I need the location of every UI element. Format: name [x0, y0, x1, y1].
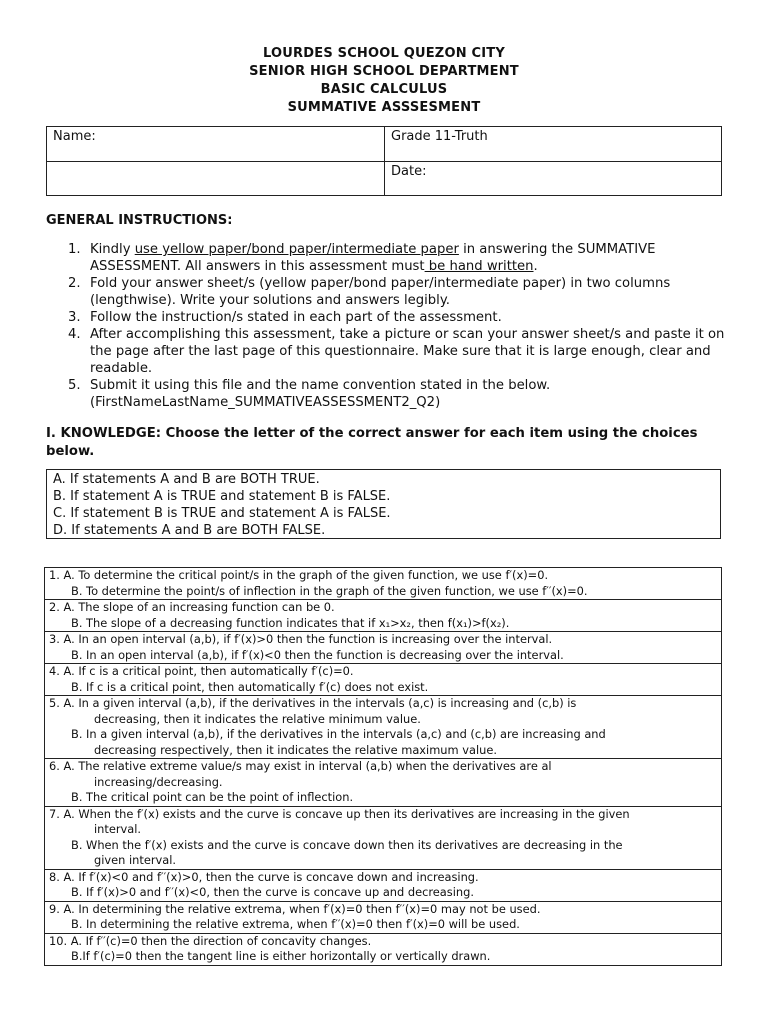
name-cell[interactable] [47, 127, 385, 162]
statement-b: B.If f′(c)=0 then the tangent line is either horizontally or vertically drawn. [71, 949, 491, 963]
instruction-item [46, 241, 726, 275]
instruction-text: Kindly [90, 242, 135, 257]
statement-b: B. The slope of a decreasing function indicates that if x₁>x₂, then f(x₁)>f(x₂). [71, 615, 510, 630]
instruction-item [46, 377, 726, 411]
statement-a: 3. A. In an open interval (a,b), if f′(x)>0 then the function is increasing over the interval. [49, 632, 553, 646]
choice-b: B. If statement A is TRUE and statement B is FALSE. [53, 489, 391, 504]
answer-choices-box [46, 469, 721, 539]
school-name: LOURDES SCHOOL QUEZON CITY [263, 46, 505, 61]
document-header [0, 45, 768, 117]
question-item-cell [45, 806, 722, 869]
question-item-cell [45, 568, 722, 600]
statement-a: 6. A. The relative extreme value/s may exist in interval (a,b) when the derivatives are al [49, 759, 552, 773]
question-item-row [45, 664, 722, 696]
statement-a: 9. A. In determining the relative extrema, when f′(x)=0 then f′′(x)=0 may not be used. [49, 901, 541, 916]
date-cell[interactable] [385, 161, 722, 196]
statement-b: B. If f′(x)>0 and f′′(x)<0, then the curve is concave up and decreasing. [71, 885, 474, 899]
question-item-row [45, 869, 722, 901]
question-item-cell [45, 759, 722, 807]
question-item-cell [45, 600, 722, 632]
department-name: SENIOR HIGH SCHOOL DEPARTMENT [249, 64, 519, 79]
question-item-cell [45, 664, 722, 696]
date-label: Date: [391, 163, 427, 179]
question-item-row [45, 806, 722, 869]
grade-section: Grade 11-Truth [391, 129, 488, 144]
statement-a: 4. A. If c is a critical point, then automatically f′(c)=0. [49, 664, 354, 678]
name-label: Name: [53, 129, 96, 144]
question-item-row [45, 568, 722, 600]
choice-d: D. If statements A and B are BOTH FALSE. [53, 523, 326, 538]
question-item-row [45, 600, 722, 632]
instruction-text: Follow the instruction/s stated in each part of the assessment. [90, 310, 502, 325]
statement-a: 8. A. If f′(x)<0 and f′′(x)>0, then the curve is concave down and increasing. [49, 869, 479, 884]
statement-a: 2. A. The slope of an increasing function can be 0. [49, 600, 335, 614]
choice-c: C. If statement B is TRUE and statement A is FALSE. [53, 506, 391, 521]
question-item-cell [45, 869, 722, 901]
instruction-text: in answering the SUMMATIVE ASSESSMENT. All answers in this assessment must [90, 242, 656, 274]
statement-a: 7. A. When the f′(x) exists and the curve is concave up then its derivatives are increasing in the given [49, 806, 630, 821]
question-item-cell [45, 901, 722, 933]
question-item-row [45, 632, 722, 664]
instructions-list [46, 241, 726, 411]
knowledge-section-title: I. KNOWLEDGE: Choose the letter of the correct answer for each item using the choices below. [46, 426, 698, 459]
choice-a: A. If statements A and B are BOTH TRUE. [53, 472, 320, 487]
question-item-cell [45, 632, 722, 664]
instruction-text: Submit it using this file and the name convention stated in the below. (FirstNameLastName_SUMMATIVEASSESSMENT2_Q2) [90, 378, 551, 410]
statement-b-continued: given interval. [94, 853, 177, 867]
instruction-text: . [533, 259, 538, 274]
question-item-row [45, 933, 722, 965]
question-item-row [45, 901, 722, 933]
statement-b: B. In determining the relative extrema, when f′′(x)=0 then f′(x)=0 will be used. [71, 917, 520, 931]
instruction-number: 5. [68, 378, 81, 393]
statement-a: 5. A. In a given interval (a,b), if the derivatives in the intervals (a,c) is increasing and (c,b) is [49, 696, 577, 710]
blank-cell[interactable] [47, 161, 385, 196]
statement-b: B. If c is a critical point, then automatically f′(c) does not exist. [71, 679, 429, 694]
grade-cell [385, 127, 722, 162]
instruction-item [46, 309, 726, 326]
statement-a-continued: decreasing, then it indicates the relative minimum value. [94, 711, 421, 726]
instruction-text: After accomplishing this assessment, take a picture or scan your answer sheet/s and paste it on the page after the last page of this questionnaire. Make sure that it is large enough, clear and readable. [90, 327, 725, 376]
instruction-item [46, 326, 726, 377]
question-item-cell [45, 933, 722, 965]
student-info-table [46, 126, 722, 196]
statement-a: 10. A. If f′′(c)=0 then the direction of concavity changes. [49, 933, 372, 948]
statement-b-continued: decreasing respectively, then it indicates the relative maximum value. [94, 742, 497, 757]
question-item-row [45, 696, 722, 759]
question-items-table [44, 567, 722, 966]
instruction-item [46, 275, 726, 309]
question-item-row [45, 759, 722, 807]
statement-b: B. To determine the point/s of inflection in the graph of the given function, we use f′′(x)=0. [71, 583, 588, 598]
statement-a-continued: increasing/decreasing. [94, 774, 223, 789]
instruction-text: Fold your answer sheet/s (yellow paper/bond paper/intermediate paper) in two columns (lengthwise). Write your solutions and answers legibly. [90, 276, 671, 308]
instruction-number: 1. [68, 242, 81, 257]
statement-b: B. In an open interval (a,b), if f′(x)<0 then the function is decreasing over the interval. [71, 647, 564, 662]
question-item-cell [45, 696, 722, 759]
statement-b: B. In a given interval (a,b), if the derivatives in the intervals (a,c) and (c,b) are increasing and [71, 727, 606, 741]
instruction-number: 4. [68, 327, 81, 342]
assessment-title: SUMMATIVE ASSSESMENT [287, 100, 481, 115]
statement-a: 1. A. To determine the critical point/s in the graph of the given function, we use f′(x)=0. [49, 568, 549, 582]
general-instructions-title: GENERAL INSTRUCTIONS: [46, 213, 233, 228]
statement-b: B. When the f′(x) exists and the curve is concave down then its derivatives are decreasing in the [71, 837, 623, 852]
instruction-number: 2. [68, 276, 81, 291]
instruction-number: 3. [68, 310, 81, 325]
instruction-underlined-text: use yellow paper/bond paper/intermediate paper [134, 242, 459, 257]
instruction-underlined-text: be hand written [424, 259, 534, 274]
subject-name: BASIC CALCULUS [320, 82, 448, 97]
statement-a-continued: interval. [94, 822, 142, 836]
statement-b: B. The critical point can be the point of inflection. [71, 790, 354, 804]
